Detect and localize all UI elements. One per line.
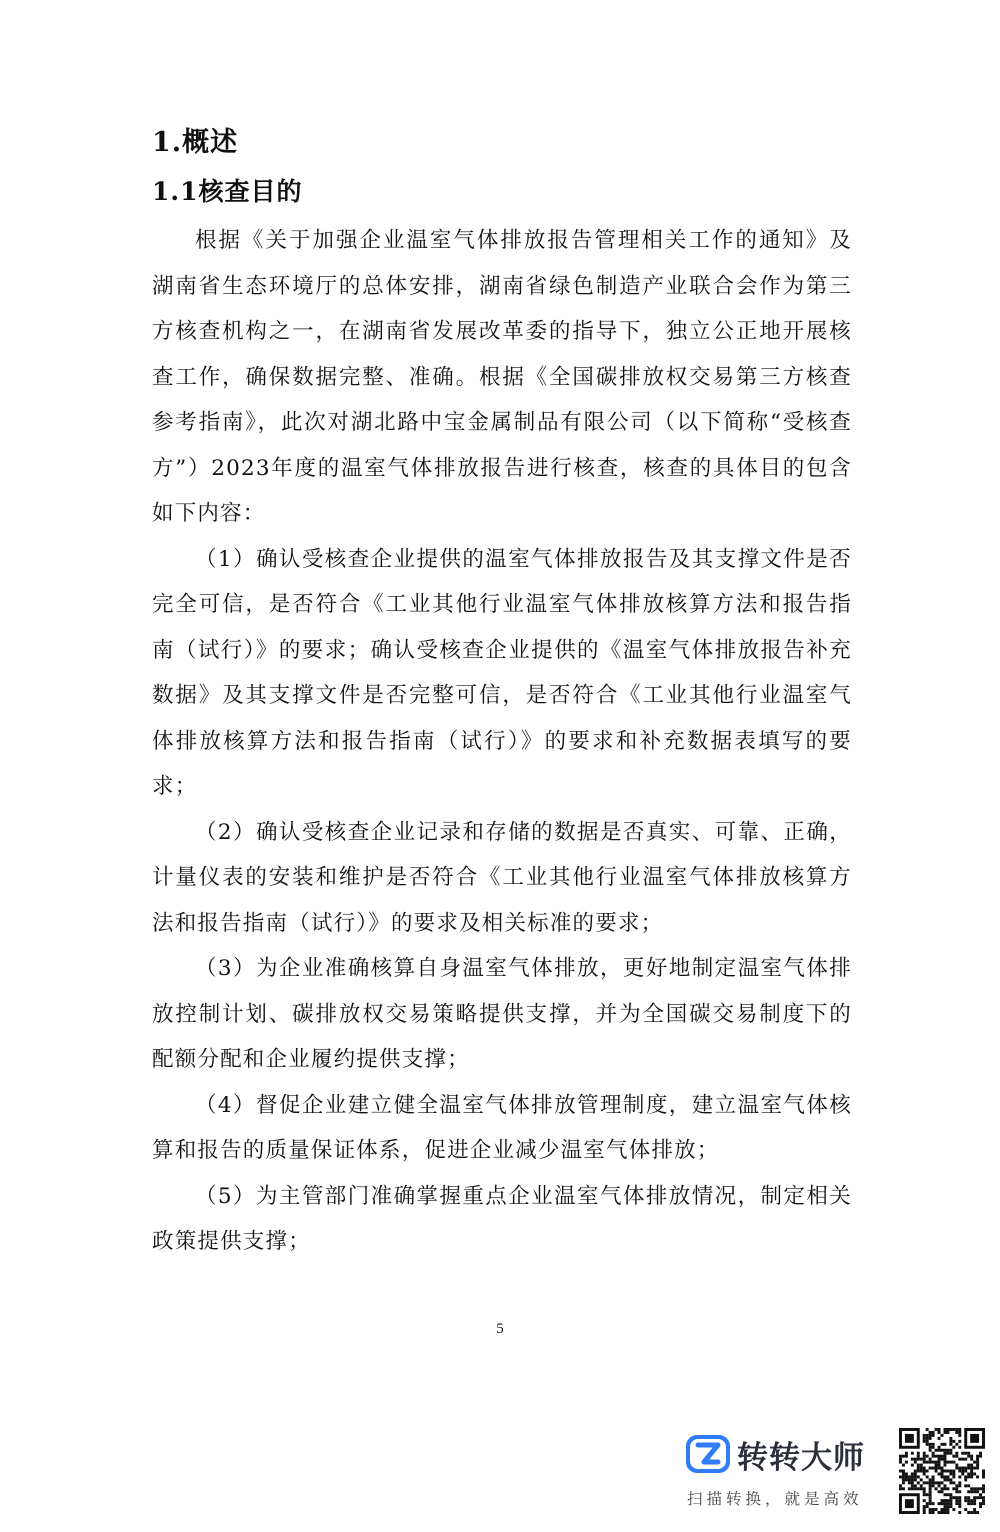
watermark-brand bbox=[685, 1430, 885, 1520]
heading-purpose: 1.1核查目的 bbox=[152, 177, 303, 206]
brand-slogan: 扫描转换，就是高效 bbox=[687, 1490, 863, 1508]
paragraph-item-2: （2）确认受核查企业记录和存储的数据是否真实、可靠、正确，计量仪表的安装和维护是否符合《工业其他行业温室气体排放核算方法和报告指南（试行）》的要求及相关标准的要求； bbox=[152, 819, 852, 936]
paragraph-item-4: （4）督促企业建立健全温室气体排放管理制度，建立温室气体核算和报告的质量保证体系，促进企业减少温室气体排放； bbox=[152, 1092, 852, 1163]
paragraph-item-1: （1）确认受核查企业提供的温室气体排放报告及其支撑文件是否完全可信，是否符合《工业其他行业温室气体排放核算方法和报告指南（试行）》的要求；确认受核查企业提供的《温室气体排放报告补充数据》及其支撑文件是否完整可信，是否符合《工业其他行业温室气体排放核算方法和报告指南（试行）》的要求和补充数据表填写的要求； bbox=[152, 546, 852, 799]
page-number: 5 bbox=[496, 1321, 504, 1337]
paragraph-item-3: （3）为企业准确核算自身温室气体排放，更好地制定温室气体排放控制计划、碳排放权交易策略提供支撑，并为全国碳交易制度下的配额分配和企业履约提供支撑； bbox=[152, 956, 852, 1072]
brand-name: 转转大师 bbox=[737, 1440, 865, 1476]
paragraph-item-5: （5）为主管部门准确掌握重点企业温室气体排放情况，制定相关政策提供支撑； bbox=[152, 1183, 852, 1254]
paragraph-intro: 根据《关于加强企业温室气体排放报告管理相关工作的通知》及湖南省生态环境厅的总体安排，湖南省绿色制造产业联合会作为第三方核查机构之一，在湖南省发展改革委的指导下，独立公正地开展核查工作，确保数据完整、准确。根据《全国碳排放权交易第三方核查参考指南》，此次对湖北路中宝金属制品有限公司（以下简称“受核查方”）2023年度的温室气体排放报告进行核查，核查的具体目的包含如下内容： bbox=[152, 228, 852, 526]
document-body bbox=[152, 218, 852, 1265]
heading-overview: 1.概述 bbox=[152, 127, 239, 158]
z-logo-icon bbox=[685, 1434, 731, 1474]
qr-code-icon bbox=[899, 1428, 985, 1514]
